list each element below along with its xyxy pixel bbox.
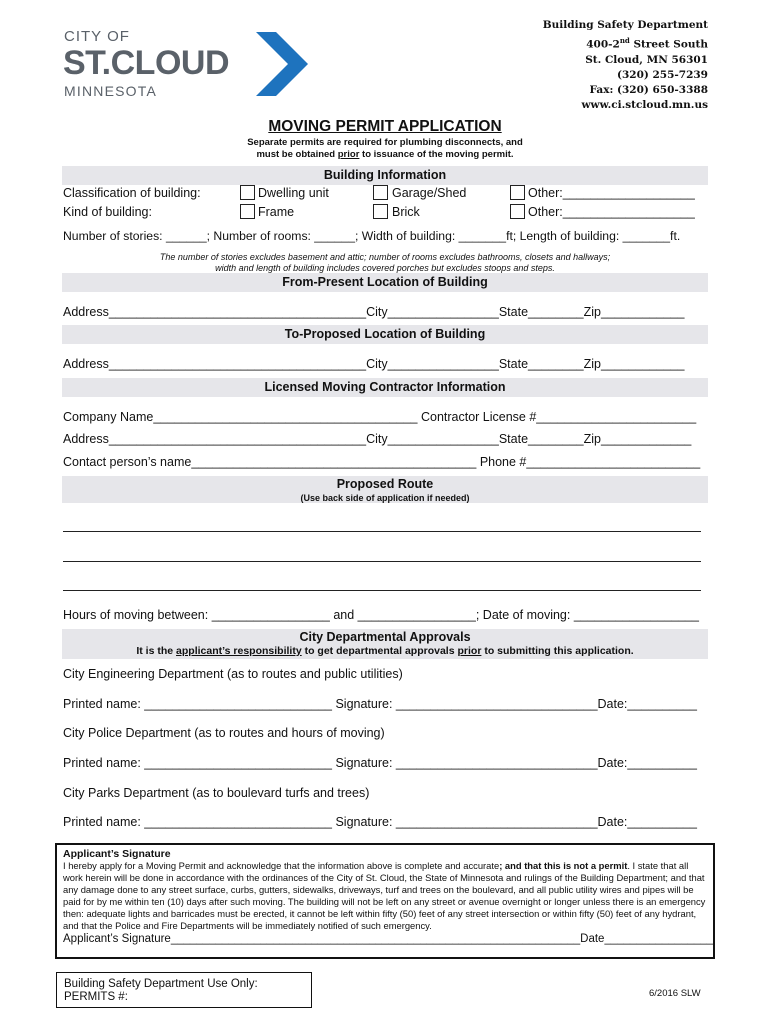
applicant-statement — [63, 848, 714, 945]
form-subtitle: Separate permits are required for plumbing disconnects, and must be obtained prior to issuance of the moving permit. — [247, 137, 523, 160]
police-dept-label: City Police Department (as to routes and hours of moving) — [63, 726, 385, 740]
dwelling-unit-label: Dwelling unit — [258, 186, 329, 200]
brick-label: Brick — [392, 205, 420, 219]
applicant-signature-row[interactable]: Applicant’s Signature________________________________________________________________Date_________________ — [63, 933, 714, 945]
route-line-3[interactable] — [63, 590, 701, 591]
revision-code: 6/2016 SLW — [649, 988, 701, 999]
brick-checkbox[interactable] — [373, 204, 388, 219]
kind-label: Kind of building: — [63, 205, 152, 219]
logo-city-name: ST.CLOUD — [63, 44, 229, 82]
department-name: Building Safety Department — [542, 19, 708, 31]
website: www.ci.stcloud.mn.us — [581, 98, 708, 111]
from-address-row[interactable]: Address_____________________________________City________________State________Zip____________ — [63, 305, 685, 319]
street-address: 400-2nd Street South — [586, 36, 708, 51]
proposed-route-heading: Proposed Route (Use back side of application if needed) — [62, 476, 708, 503]
applicant-statement-text: I hereby apply for a Moving Permit and acknowledge that the information above is complete and accurate; and that this is not a permit. I state that all work herein will be done in accordance with the ordinances of the City of St. Cloud, the State of Minnesota and rulings of the Building Department; and that any damage done to any street surface, curbs, gutters, sidewalks, driveways, turf and trees on the boulevard, and all public utility wires and pipes will be paid for by me within ten (10) days after such moving. The building will not be left on any street or avenue overnight or longer unless there is an emergency then: adequate lights and barricades must be erected, it cannot be left within fifty (50) feet of any street intersection or within fifty (50) feet of any hydrant, and that the Police and Fire Departments will be immediately notified of such emergency. — [63, 860, 706, 931]
parks-dept-label: City Parks Department (as to boulevard turfs and trees) — [63, 786, 370, 800]
applicant-signature-heading: Applicant’s Signature — [63, 848, 171, 860]
office-use-text: Building Safety Department Use Only: PERMITS #: — [64, 978, 258, 1003]
contractor-address-row[interactable]: Address_____________________________________City________________State________Zip_____________ — [63, 432, 692, 446]
phone-number: (320) 255-7239 — [616, 68, 708, 81]
building-dimensions-row[interactable]: Number of stories: ______; Number of rooms: ______; Width of building: _______ft; Length of building: _______ft. — [63, 229, 681, 243]
city-state-zip: St. Cloud, MN 56301 — [585, 53, 708, 66]
contractor-heading: Licensed Moving Contractor Information — [62, 378, 708, 397]
contact-person-row[interactable]: Contact person’s name_________________________________________ Phone #_________________________ — [63, 455, 701, 469]
route-line-1[interactable] — [63, 531, 701, 532]
to-location-heading: To-Proposed Location of Building — [62, 325, 708, 344]
route-line-2[interactable] — [63, 561, 701, 562]
garage-shed-label: Garage/Shed — [392, 186, 467, 200]
classification-label: Classification of building: — [63, 186, 201, 200]
building-info-note: The number of stories excludes basement and attic; number of rooms excludes bathrooms, closets and hallways; width and length of building includes covered porches but excludes stoops and steps. — [159, 252, 611, 273]
logo-state: MINNESOTA — [64, 83, 157, 99]
dwelling-unit-checkbox[interactable] — [240, 185, 255, 200]
engineering-dept-label: City Engineering Department (as to routes and public utilities) — [63, 667, 403, 681]
other-kind-checkbox[interactable] — [510, 204, 525, 219]
other-classification-checkbox[interactable] — [510, 185, 525, 200]
company-name-row[interactable]: Company Name______________________________________ Contractor License #_______________________ — [63, 410, 697, 424]
logo-city-of: CITY OF — [64, 28, 130, 45]
frame-label: Frame — [258, 205, 295, 219]
police-sign-row[interactable]: Printed name: ___________________________ Signature: _____________________________Date:__________ — [63, 756, 697, 770]
other-kind-field[interactable]: Other:___________________ — [528, 205, 695, 219]
frame-checkbox[interactable] — [240, 204, 255, 219]
engineering-sign-row[interactable]: Printed name: ___________________________ Signature: _____________________________Date:__________ — [63, 697, 697, 711]
hours-of-moving-row[interactable]: Hours of moving between: _________________ and _________________; Date of moving: __________________ — [63, 608, 699, 622]
logo-chevron-icon — [256, 32, 308, 96]
from-location-heading: From-Present Location of Building — [62, 273, 708, 292]
building-info-heading: Building Information — [62, 166, 708, 185]
parks-sign-row[interactable]: Printed name: ___________________________ Signature: _____________________________Date:__________ — [63, 815, 697, 829]
garage-shed-checkbox[interactable] — [373, 185, 388, 200]
to-address-row[interactable]: Address_____________________________________City________________State________Zip____________ — [63, 357, 685, 371]
department-address-block — [543, 18, 708, 113]
fax-number: Fax: (320) 650-3388 — [589, 83, 708, 96]
other-classification-field[interactable]: Other:___________________ — [528, 186, 695, 200]
approvals-heading: City Departmental Approvals It is the applicant’s responsibility to get departmental approvals prior to submitting this application. — [62, 629, 708, 659]
form-title: MOVING PERMIT APPLICATION — [268, 118, 502, 135]
